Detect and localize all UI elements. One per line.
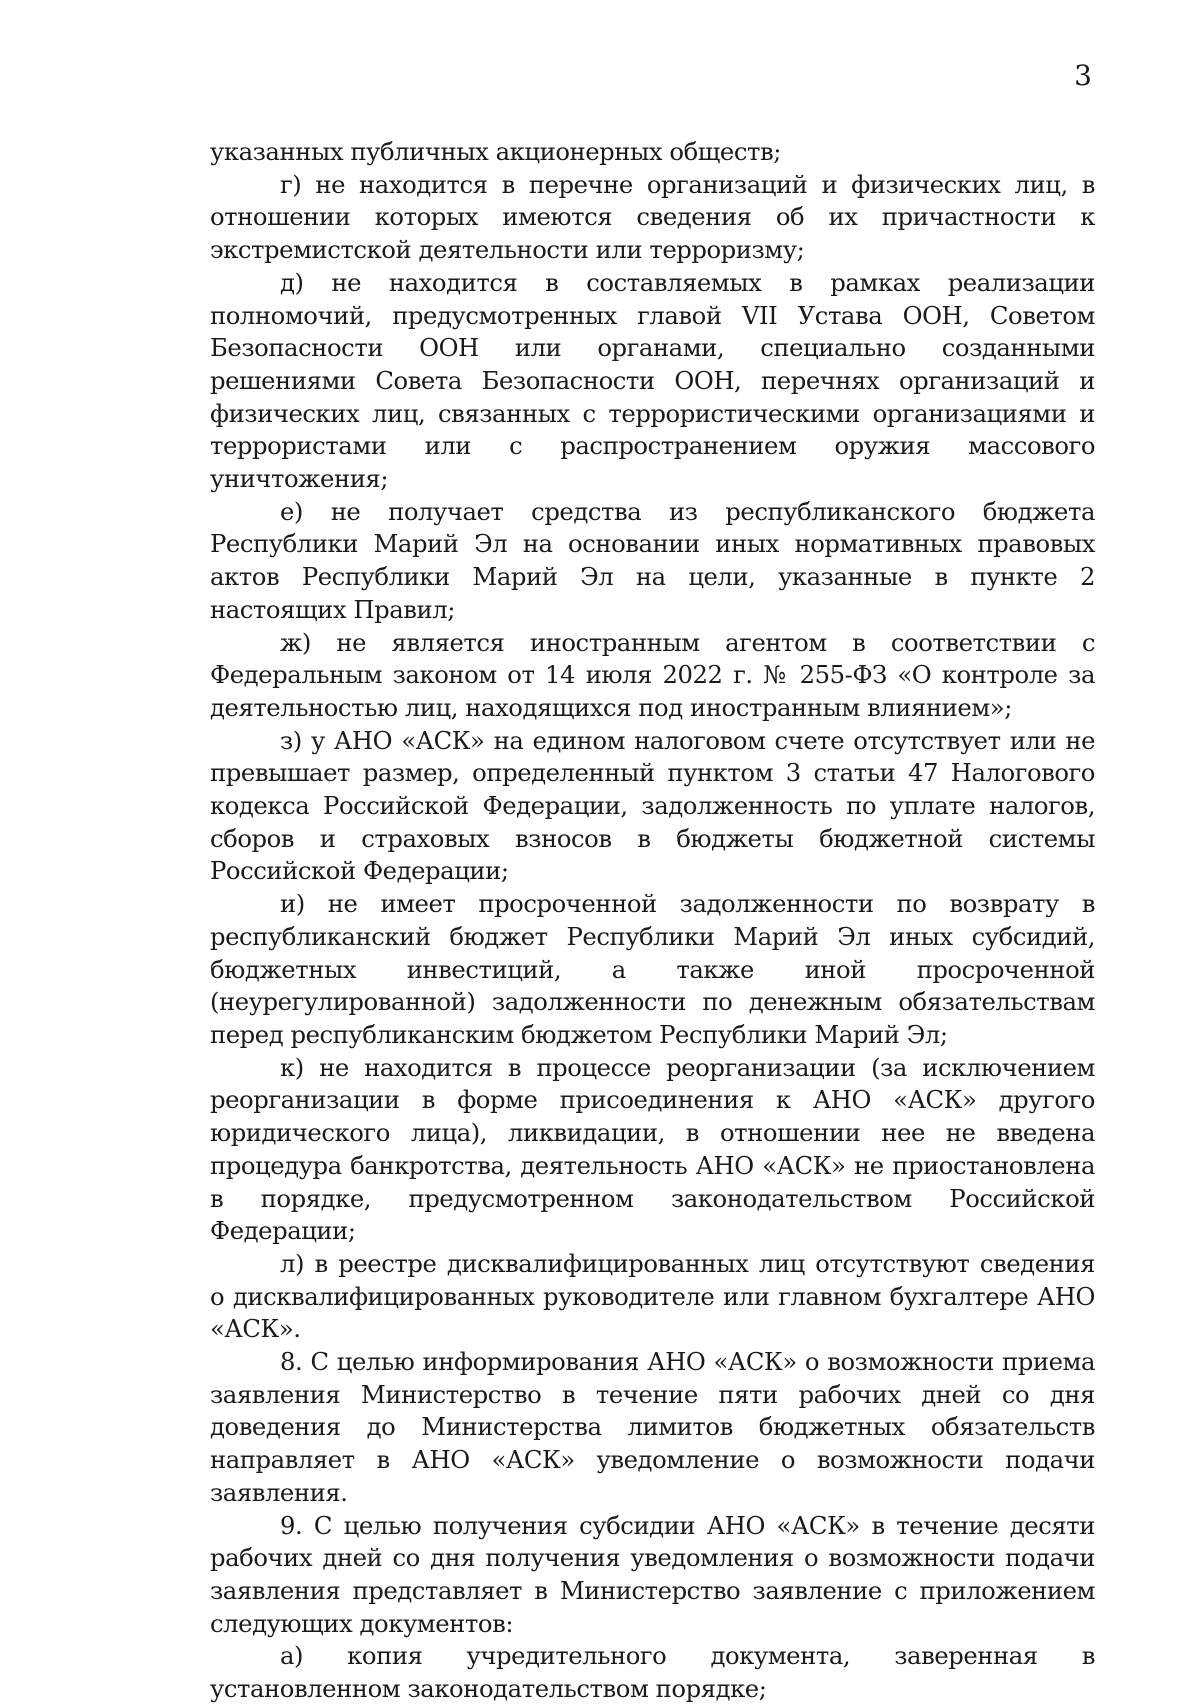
paragraph-item-d: д) не находится в составляемых в рамках реализации полномочий, предусмотренных главой VII Устава ООН, Советом Безопасности ООН или органами, специально созданными решениями Совета Безопасности ООН, перечнях организаций и физических лиц, связанных с террористическими организациями и террористами или с распространением оружия массового уничтожения; [210, 267, 1095, 494]
paragraph-item-z: з) у АНО «АСК» на едином налоговом счете отсутствует или не превышает размер, определенный пунктом 3 статьи 47 Налогового кодекса Российской Федерации, задолженность по уплате налогов, сборов и страховых взносов в бюджеты бюджетной системы Российской Федерации; [210, 725, 1095, 886]
page-number: 3 [1074, 59, 1092, 92]
paragraph-item-a: а) копия учредительного документа, заверенная в установленном законодательством порядке; [210, 1641, 1095, 1704]
paragraph-item-i: и) не имеет просроченной задолженности по возврату в республиканский бюджет Республики Марий Эл иных субсидий, бюджетных инвестиций, а также иной просроченной (неурегулированной) задолженности по денежным обязательствам перед республиканским бюджетом Республики Марий Эл; [210, 889, 1095, 1049]
paragraph-section-9: 9. С целью получения субсидии АНО «АСК» в течение десяти рабочих дней со дня получения уведомления о возможности подачи заявления представляет в Министерство заявление с приложением следующих документов: [210, 1510, 1095, 1638]
paragraph-item-l: л) в реестре дисквалифицированных лиц отсутствуют сведения о дисквалифицированных руководителе или главном бухгалтере АНО «АСК». [210, 1248, 1095, 1344]
paragraph-item-g: г) не находится в перечне организаций и физических лиц, в отношении которых имеются сведения об их причастности к экстремистской деятельности или терроризму; [210, 169, 1095, 265]
paragraph-continuation: указанных публичных акционерных обществ; [210, 137, 781, 166]
paragraph-section-8: 8. С целью информирования АНО «АСК» о возможности приема заявления Министерство в течение пяти рабочих дней со дня доведения до Министерства лимитов бюджетных обязательств направляет в АНО «АСК» уведомление о возможности подачи заявления. [210, 1347, 1095, 1507]
paragraph-item-e: е) не получает средства из республиканского бюджета Республики Марий Эл на основании иных нормативных правовых актов Республики Марий Эл на цели, указанные в пункте 2 настоящих Правил; [210, 496, 1095, 624]
paragraph-item-zh: ж) не является иностранным агентом в соответствии с Федеральным законом от 14 июля 2022 г. № 255-ФЗ «О контроле за деятельностью лиц, находящихся под иностранным влиянием»; [210, 627, 1095, 722]
paragraph-item-k: к) не находится в процессе реорганизации (за исключением реорганизации в форме присоединения к АНО «АСК» другого юридического лица), ликвидации, в отношении нее не введена процедура банкротства, деятельность АНО «АСК» не приостановлена в порядке, предусмотренном законодательством Российской Федерации; [210, 1052, 1095, 1246]
document-body [210, 136, 1095, 1706]
